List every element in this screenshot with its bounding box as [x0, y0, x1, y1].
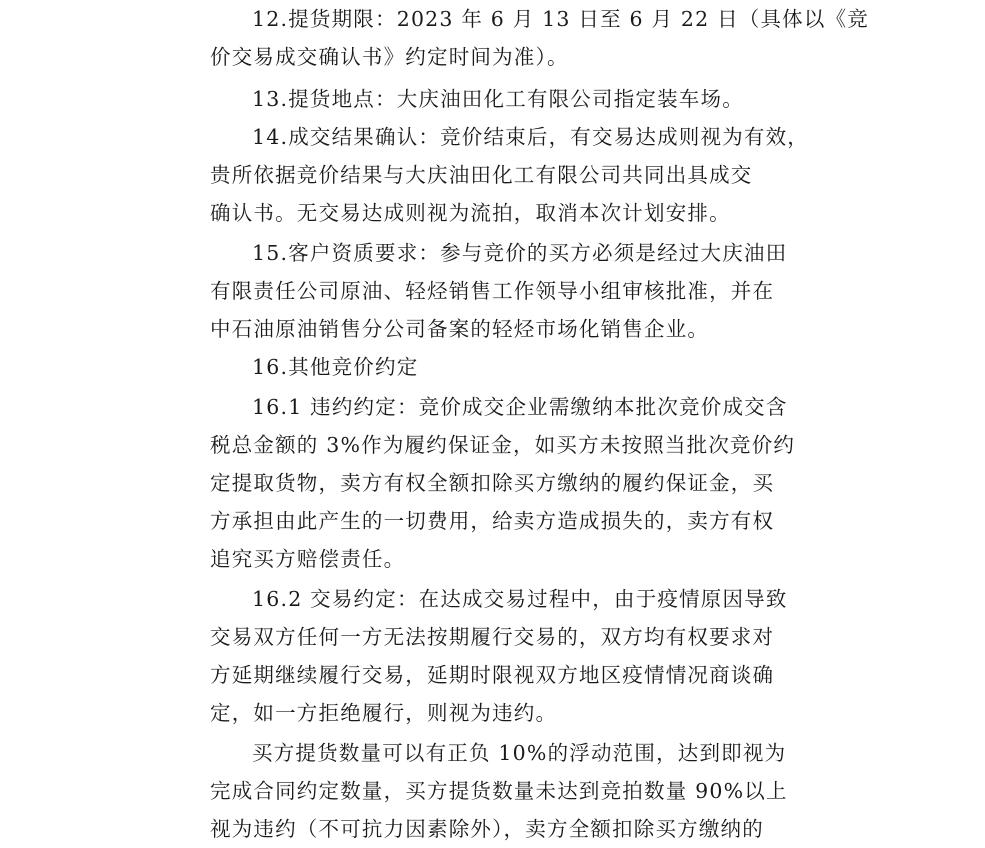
text-line: 贵所依据竞价结果与大庆油田化工有限公司共同出具成交 — [210, 163, 753, 187]
text-line-clause-16-1-start: 16.1 违约约定：竞价成交企业需缴纳本批次竞价成交含 — [252, 395, 788, 419]
text-line-paragraph-start: 买方提货数量可以有正负 10%的浮动范围，达到即视为 — [252, 741, 787, 765]
text-line: 追究买方赔偿责任。 — [210, 547, 406, 571]
text-line: 方承担由此产生的一切费用，给卖方造成损失的，卖方有权 — [210, 509, 775, 533]
text-line: 完成合同约定数量，买方提货数量未达到竞拍数量 90%以上 — [210, 779, 788, 803]
text-line: 确认书。无交易达成则视为流拍，取消本次计划安排。 — [210, 201, 731, 225]
text-line: 视为违约（不可抗力因素除外），卖方全额扣除买方缴纳的 — [210, 817, 764, 841]
text-line-clause-13: 13.提货地点：大庆油田化工有限公司指定装车场。 — [252, 87, 744, 111]
text-line: 税总金额的 3%作为履约保证金，如买方未按照当批次竞价约 — [210, 433, 796, 457]
text-line: 有限责任公司原油、轻烃销售工作领导小组审核批准，并在 — [210, 279, 775, 303]
text-line: 中石油原油销售分公司备案的轻烃市场化销售企业。 — [210, 317, 710, 341]
text-line: 定，如一方拒绝履行，则视为违约。 — [210, 701, 558, 725]
text-line: 交易双方任何一方无法按期履行交易的，双方均有权要求对 — [210, 625, 775, 649]
text-line: 方延期继续履行交易，延期时限视双方地区疫情情况商谈确 — [210, 663, 775, 687]
text-line-clause-16-2-start: 16.2 交易约定：在达成交易过程中，由于疫情原因导致 — [252, 587, 788, 611]
text-line-clause-16: 16.其他竞价约定 — [252, 355, 419, 379]
text-line-clause-12-start: 12.提货期限：2023 年 6 月 13 日至 6 月 22 日（具体以《竞 — [252, 7, 869, 31]
text-line: 价交易成交确认书》约定时间为准）。 — [210, 45, 569, 69]
text-line-clause-14-start: 14.成交结果确认：竞价结束后，有交易达成则视为有效， — [252, 125, 810, 149]
text-line: 定提取货物，卖方有权全额扣除买方缴纳的履约保证金，买 — [210, 471, 775, 495]
text-line-clause-15-start: 15.客户资质要求：参与竞价的买方必须是经过大庆油田 — [252, 241, 788, 265]
